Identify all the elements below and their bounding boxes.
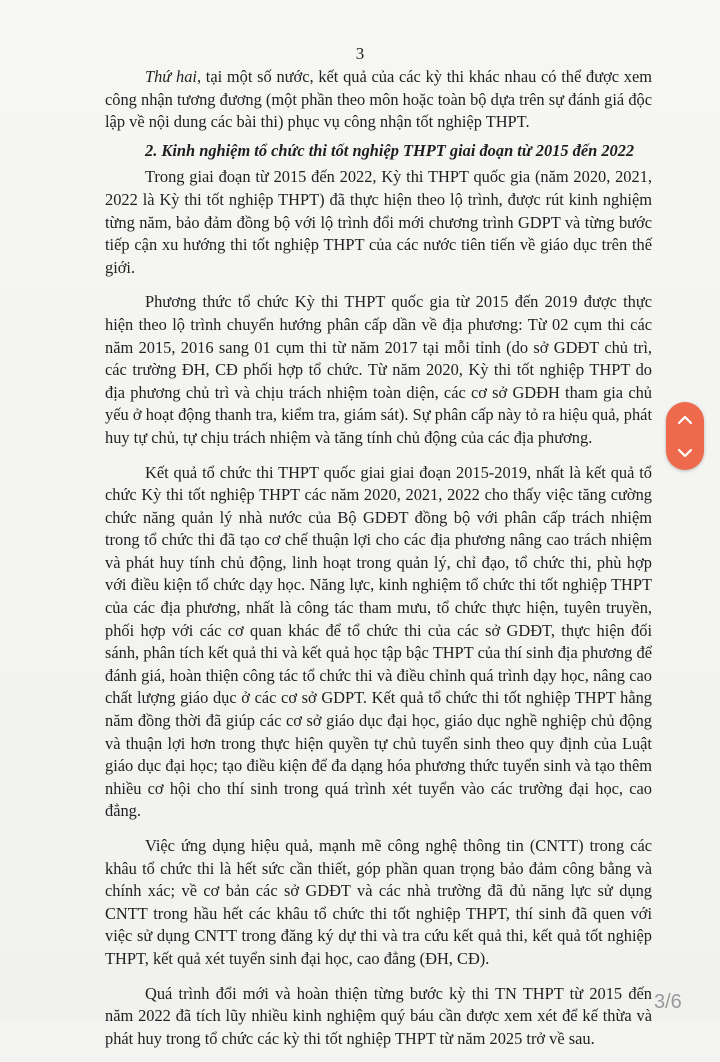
- chevron-up-icon: [678, 415, 692, 424]
- paragraph-second-point: [105, 66, 652, 134]
- paragraph-it-application: Việc ứng dụng hiệu quả, mạnh mẽ công nghệ thông tin (CNTT) trong các khâu tổ chức thi là hết sức cần thiết, góp phần quan trọng bảo đảm công bằng và chính xác; về cơ bản các sở GDĐT và các nhà trường đã đủ năng lực sử dụng CNTT trong hầu hết các khâu tổ chức thi tốt nghiệp THPT, thí sinh đã quen với việc sử dụng CNTT trong đăng ký dự thi và tra cứu kết quả thi, kết quả tốt nghiệp THPT, kết quả xét tuyển sinh đại học, cao đẳng (ĐH, CĐ).: [105, 836, 652, 968]
- paragraph-text: , tại một số nước, kết quả của các kỳ thi khác nhau có thể được xem công nhận tương đương (một phần theo môn hoặc toàn bộ dựa trên sự đánh giá độc lập về nội dung các bài thi) phục vụ công nhận tốt nghiệp THPT.: [105, 67, 653, 132]
- chevron-down-icon: [678, 449, 692, 458]
- paragraph-exam-overview: Trong giai đoạn từ 2015 đến 2022, Kỳ thi THPT quốc gia (năm 2020, 2021, 2022 là Kỳ thi tốt nghiệp THPT) đã thực hiện theo lộ trình, được rút kinh nghiệm từng năm, bảo đảm đồng bộ với lộ trình đổi mới chương trình GDPT và từng bước tiếp cận xu hướng thi tốt nghiệp THPT của các nước tiên tiến về giáo dục trên thế giới.: [105, 167, 652, 277]
- document-body: [105, 66, 652, 1062]
- page-number: 3: [355, 44, 365, 63]
- section-heading: 2. Kinh nghiệm tổ chức thi tốt nghiệp THPT giai đoạn từ 2015 đến 2022: [145, 140, 635, 160]
- paragraph-exam-method: Phương thức tổ chức Kỳ thi THPT quốc gia từ 2015 đến 2019 được thực hiện theo lộ trình chuyển hướng phân cấp dần về địa phương: Từ 02 cụm thi các năm 2015, 2016 sang 01 cụm thi từ năm 2017 tại mỗi tỉnh (do sở GDĐT chủ trì, các trường ĐH, CĐ phối hợp tổ chức. Từ năm 2020, Kỳ thi tốt nghiệp THPT do địa phương chủ trì và chịu trách nhiệm toàn diện, các cơ sở GDĐH tham gia chủ yếu ở hoạt động thanh tra, kiểm tra, giám sát). Sự phân cấp này tỏ ra hiệu quả, phát huy tự chủ, tự chịu trách nhiệm và tăng tính chủ động của các địa phương.: [105, 292, 652, 447]
- scroll-up-button[interactable]: [666, 402, 704, 436]
- page-indicator: 3/6: [654, 991, 682, 1013]
- scroll-down-button[interactable]: [666, 436, 704, 470]
- paragraph-conclusion: Quá trình đổi mới và hoàn thiện từng bước kỳ thi TN THPT từ 2015 đến năm 2022 đã tích lũy nhiều kinh nghiệm quý báu cần được xem xét để kế thừa và phát huy trong tổ chức các kỳ thi tốt nghiệp THPT từ năm 2025 trở về sau.: [105, 983, 652, 1048]
- paragraph-exam-results: Kết quả tổ chức thi THPT quốc giai giai đoạn 2015-2019, nhất là kết quả tổ chức Kỳ thi tốt nghiệp THPT các năm 2020, 2021, 2022 cho thấy việc tăng cường chức năng quản lý nhà nước của Bộ GDĐT đồng bộ với phân cấp trách nhiệm trong tổ chức thi đã tạo cơ chế thuận lợi cho các địa phương nâng cao trách nhiệm và phát huy tính chủ động, linh hoạt trong quản lý, chỉ đạo, tổ chức thi, phù hợp với điều kiện tổ chức dạy học. Năng lực, kinh nghiệm tổ chức thi tốt nghiệp THPT của các địa phương, nhất là công tác tham mưu, tổ chức thực hiện, tuyên truyền, phối hợp với các cơ quan khác để tổ chức thi của các sở GDĐT, thực hiện đối sánh, phân tích kết quả thi và kết quả học tập bậc THPT của thí sinh địa phương để đánh giá, hoàn thiện công tác tổ chức thi và điều chỉnh quá trình dạy học, nâng cao chất lượng giáo dục ở các cơ sở GDPT. Kết quả tổ chức thi tốt nghiệp THPT hằng năm đồng thời đã giúp các cơ sở giáo dục đại học, giáo dục nghề nghiệp chủ động và thuận lợi hơn trong thực hiện quyền tự chủ tuyển sinh theo quy định của Luật giáo dục đại học; tạo điều kiện để đa dạng hóa phương thức tuyển sinh và tạo thêm nhiều cơ hội cho thí sinh trong quá trình xét tuyển vào các trường đại học, cao đẳng.: [105, 462, 652, 821]
- paragraph-lead-italic: Thứ hai: [145, 67, 197, 86]
- page-scroll-control: [666, 402, 704, 470]
